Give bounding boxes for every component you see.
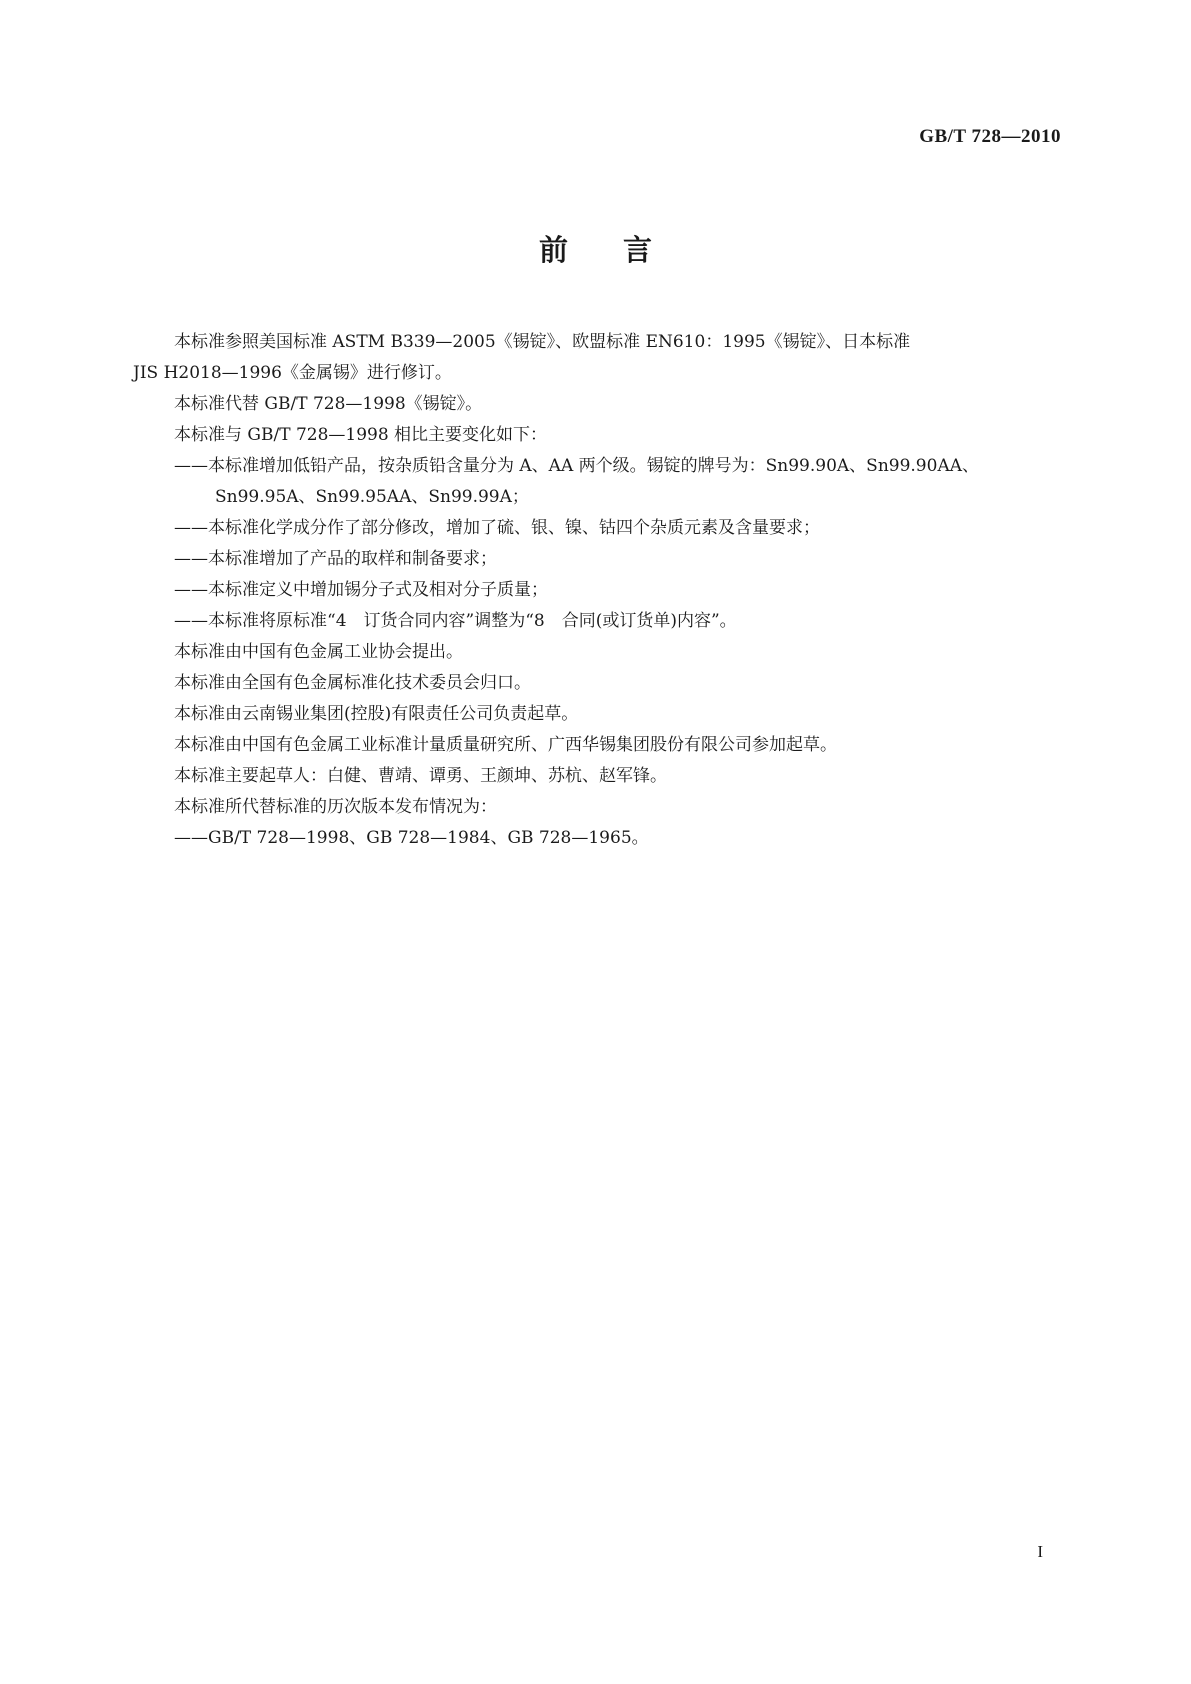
change-item: ——本标准增加了产品的取样和制备要求； [174,549,497,569]
paragraph-under-jurisdiction: 本标准由全国有色金属标准化技术委员会归口。 [174,673,531,693]
foreword-body [133,327,1060,854]
standard-code: GB/T 728—2010 [919,126,1061,147]
page-title: 前言 [538,233,707,267]
paragraph-line: 本标准参照美国标准 ASTM B339—2005《锡锭》、欧盟标准 EN610：1995《锡锭》、日本标准 [174,332,911,352]
paragraph-drafted-by: 本标准由云南锡业集团(控股)有限责任公司负责起草。 [174,704,579,724]
change-item: ——本标准将原标准“4 订货合同内容”调整为“8 合同(或订货单)内容”。 [174,611,737,631]
change-item [133,451,1060,513]
paragraph-line: JIS H2018—1996《金属锡》进行修订。 [133,363,452,383]
paragraph-drafters: 本标准主要起草人：白健、曹靖、谭勇、王颜坤、苏杭、赵军锋。 [174,766,667,786]
paragraph-replaces: 本标准代替 GB/T 728—1998《锡锭》。 [174,394,483,414]
paragraph-proposed-by: 本标准由中国有色金属工业协会提出。 [174,642,463,662]
item-line: ——本标准增加低铅产品，按杂质铅含量分为 A、AA 两个级。锡锭的牌号为：Sn99.90A、Sn99.90AA、 [174,456,979,476]
paragraph-participated: 本标准由中国有色金属工业标准计量质量研究所、广西华锡集团股份有限公司参加起草。 [174,735,837,755]
history-item: ——GB/T 728—1998、GB 728—1984、GB 728—1965。 [174,828,649,848]
item-line: Sn99.95A、Sn99.95AA、Sn99.99A； [215,487,529,507]
paragraph-history-intro: 本标准所代替标准的历次版本发布情况为： [174,797,497,817]
page-number: I [1037,1542,1043,1561]
paragraph-changes-intro: 本标准与 GB/T 728—1998 相比主要变化如下： [174,425,548,445]
paragraph-reference-standards [133,327,1060,389]
change-item: ——本标准定义中增加锡分子式及相对分子质量； [174,580,548,600]
change-item: ——本标准化学成分作了部分修改，增加了硫、银、镍、钴四个杂质元素及含量要求； [174,518,820,538]
